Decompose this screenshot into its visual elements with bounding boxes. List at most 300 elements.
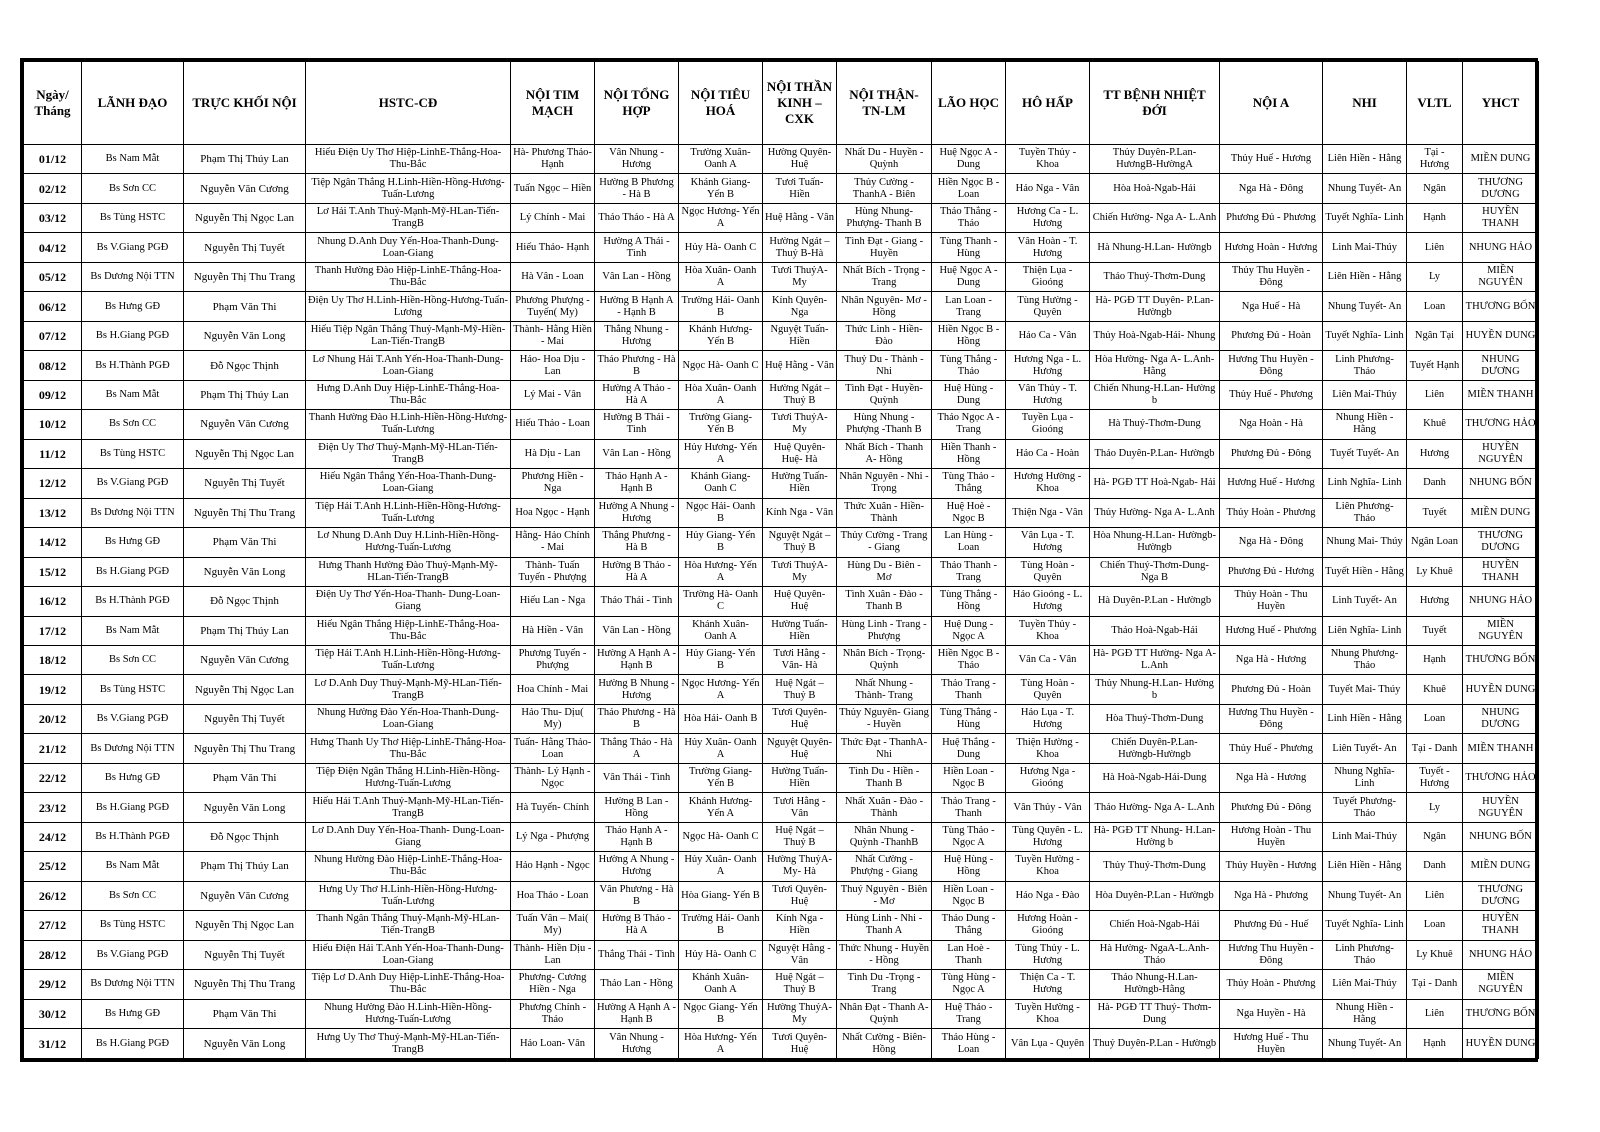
roster-cell: HUYỀN NGUYÊN: [1463, 439, 1539, 468]
roster-cell: Hùng Linh - Nhi - Thanh A: [837, 911, 932, 940]
roster-cell: Tuyết Mai- Thúy: [1323, 675, 1407, 704]
roster-cell: Liên Hiền - Hằng: [1323, 852, 1407, 881]
roster-cell: Hiếu Hải T.Anh Thuỷ-Mạnh-Mỹ-HLan-Tiến-TrangB: [306, 793, 511, 822]
roster-cell: Linh Mai-Thúy: [1323, 822, 1407, 851]
roster-cell: Phạm Thị Thúy Lan: [184, 852, 306, 881]
roster-cell: Tùng Hùng - Ngọc A: [932, 970, 1006, 999]
roster-cell: Hưng Thanh Uy Thơ Hiệp-LinhE-Thắng-Hoa-Thu-Bắc: [306, 734, 511, 763]
roster-cell: Thảo Hùng - Loan: [932, 1029, 1006, 1059]
roster-cell: Tùng Thanh - Hùng: [932, 233, 1006, 262]
roster-cell: Hương: [1407, 439, 1463, 468]
roster-cell: Nguyễn Văn Long: [184, 1029, 306, 1059]
roster-cell: Nguyễn Thị Thu Trang: [184, 498, 306, 527]
roster-cell: MIỀN THANH: [1463, 380, 1539, 409]
date-cell: 10/12: [24, 410, 82, 439]
roster-cell: Huệ Ngát – Thuỷ B: [763, 675, 837, 704]
roster-cell: Linh Tuyết- An: [1323, 587, 1407, 616]
roster-cell: Nhung Tuyết- An: [1323, 881, 1407, 910]
column-header: NỘI TỔNG HỢP: [595, 62, 679, 145]
roster-cell: Trường Xuân- Oanh A: [679, 145, 763, 174]
roster-cell: Nhân Nguyên - Nhi -Trọng: [837, 469, 932, 498]
roster-cell: MIỀN THANH: [1463, 734, 1539, 763]
date-cell: 16/12: [24, 587, 82, 616]
roster-cell: Hường A Nhung - Hương: [595, 498, 679, 527]
roster-cell: Nguyễn Văn Cương: [184, 174, 306, 203]
roster-cell: Hòa Xuân- Oanh A: [679, 380, 763, 409]
roster-cell: NHUNG HẢO: [1463, 940, 1539, 969]
roster-cell: Tình Xuân - Đào -Thanh B: [837, 587, 932, 616]
table-row: [24, 174, 1539, 203]
roster-cell: Hủy Hà- Oanh C: [679, 233, 763, 262]
roster-cell: Hương Hường - Khoa: [1006, 469, 1090, 498]
roster-cell: Hiếu Điện Hải T.Anh Yến-Hoa-Thanh-Dung-Loan-Giang: [306, 940, 511, 969]
roster-cell: Nga Hà - Đông: [1220, 528, 1323, 557]
roster-cell: Thảo Nhung-H.Lan- Hườngb-Hằng: [1090, 970, 1220, 999]
roster-cell: MIỀN DUNG: [1463, 145, 1539, 174]
roster-cell: Bs Hưng GĐ: [82, 292, 184, 321]
roster-cell: Kính Nga - Vân: [763, 498, 837, 527]
roster-cell: Vân Lụa - T. Hương: [1006, 528, 1090, 557]
roster-cell: Hảo- Hoa Dịu - Lan: [511, 351, 595, 380]
roster-cell: Vân Hoàn - T. Hương: [1006, 233, 1090, 262]
roster-cell: Nga Hà - Phương: [1220, 881, 1323, 910]
roster-cell: Bs H.Giang PGĐ: [82, 793, 184, 822]
column-header: NHI: [1323, 62, 1407, 145]
roster-cell: Điện Uy Thơ H.Linh-Hiền-Hồng-Hương-Tuấn-Lương: [306, 292, 511, 321]
roster-cell: Lan Hùng - Loan: [932, 528, 1006, 557]
roster-cell: Hường A Nhung - Hương: [595, 852, 679, 881]
roster-cell: Hương Thu Huyền - Đông: [1220, 940, 1323, 969]
table-row: [24, 881, 1539, 910]
roster-cell: Huệ Ngọc A - Dung: [932, 262, 1006, 291]
roster-cell: Trường Hà- Oanh C: [679, 587, 763, 616]
roster-cell: Đỗ Ngọc Thịnh: [184, 822, 306, 851]
roster-cell: Hà Tuyến- Chính: [511, 793, 595, 822]
roster-cell: Tuyết: [1407, 498, 1463, 527]
roster-cell: Lý Mai - Vân: [511, 380, 595, 409]
roster-cell: Thảo Thanh - Trang: [932, 557, 1006, 586]
roster-cell: Vân Lan - Hồng: [595, 439, 679, 468]
column-header: YHCT: [1463, 62, 1539, 145]
column-header: NỘI THẬN- TN-LM: [837, 62, 932, 145]
roster-cell: Thiện Lụa - Gioóng: [1006, 262, 1090, 291]
date-cell: 23/12: [24, 793, 82, 822]
roster-cell: Bs Nam Mẫt: [82, 145, 184, 174]
roster-cell: MIỀN NGUYÊN: [1463, 970, 1539, 999]
roster-cell: Phạm Thị Thúy Lan: [184, 616, 306, 645]
roster-cell: Huệ Quyên- Huệ- Hà: [763, 439, 837, 468]
roster-cell: Nguyệt Quyên- Huệ: [763, 734, 837, 763]
roster-cell: Tùng Thủy - L. Hương: [1006, 940, 1090, 969]
roster-cell: Hòa Giang- Yến B: [679, 881, 763, 910]
roster-cell: THƯƠNG HẢO: [1463, 410, 1539, 439]
roster-cell: Trường Hải- Oanh B: [679, 292, 763, 321]
roster-cell: Hường Ngát – Thuỷ B: [763, 380, 837, 409]
roster-cell: Nhất Du - Huyền - Quỳnh: [837, 145, 932, 174]
date-cell: 31/12: [24, 1029, 82, 1059]
roster-cell: Vân Lụa - Quyên: [1006, 1029, 1090, 1059]
roster-cell: MIỀN DUNG: [1463, 498, 1539, 527]
roster-cell: NHUNG BỐN: [1463, 822, 1539, 851]
roster-cell: Bs Nam Mẫt: [82, 852, 184, 881]
roster-cell: Tại - Danh: [1407, 734, 1463, 763]
roster-cell: Tuyết Nghĩa- Linh: [1323, 321, 1407, 350]
roster-cell: Phạm Thị Thúy Lan: [184, 380, 306, 409]
roster-cell: Hòa Hoà-Ngab-Hải: [1090, 174, 1220, 203]
date-cell: 24/12: [24, 822, 82, 851]
roster-cell: Nguyễn Văn Cương: [184, 881, 306, 910]
table-row: [24, 763, 1539, 792]
roster-cell: Hường B Lan - Hồng: [595, 793, 679, 822]
roster-cell: Thảo Thảo - Hà A: [595, 203, 679, 232]
roster-cell: Nhất Cường - Phượng - Giang: [837, 852, 932, 881]
roster-cell: Tùng Thắng - Hùng: [932, 704, 1006, 733]
roster-cell: HUYỀN DUNG: [1463, 1029, 1539, 1059]
roster-cell: Hòa Xuân- Oanh A: [679, 262, 763, 291]
roster-cell: Nguyễn Thị Ngọc Lan: [184, 675, 306, 704]
roster-cell: Thảo Hường- Nga A- L.Anh: [1090, 793, 1220, 822]
roster-cell: Nguyệt Ngát – Thuỷ B: [763, 528, 837, 557]
roster-cell: Thức Nhung - Huyền - Hồng: [837, 940, 932, 969]
roster-cell: Hảo Loan- Vân: [511, 1029, 595, 1059]
roster-cell: Đỗ Ngọc Thịnh: [184, 587, 306, 616]
roster-cell: Bs Tùng HSTC: [82, 911, 184, 940]
roster-cell: Hạnh: [1407, 203, 1463, 232]
roster-cell: Nguyễn Văn Long: [184, 793, 306, 822]
roster-cell: Liên Phương- Thảo: [1323, 498, 1407, 527]
roster-cell: Tuyền Lụa - Gioóng: [1006, 410, 1090, 439]
roster-cell: Tình Du -Trọng - Trang: [837, 970, 932, 999]
roster-cell: Vân Phương - Hà B: [595, 881, 679, 910]
column-header: VLTL: [1407, 62, 1463, 145]
roster-cell: Lan Hoè - Thanh: [932, 940, 1006, 969]
table-row: [24, 675, 1539, 704]
roster-cell: NHUNG HẢO: [1463, 587, 1539, 616]
roster-cell: NHUNG DƯƠNG: [1463, 351, 1539, 380]
column-header: HSTC-CĐ: [306, 62, 511, 145]
roster-cell: Tùng Thắng - Hồng: [932, 587, 1006, 616]
roster-cell: Hủy Giang- Yến B: [679, 528, 763, 557]
roster-cell: Tươi Tuấn- Hiền: [763, 174, 837, 203]
table-row: [24, 793, 1539, 822]
roster-cell: Ngân: [1407, 822, 1463, 851]
roster-cell: THƯƠNG BỐN: [1463, 645, 1539, 674]
roster-cell: Nhung Tuyết- An: [1323, 174, 1407, 203]
roster-cell: Nhung Nghĩa- Linh: [1323, 763, 1407, 792]
roster-cell: Hiền Thanh - Hồng: [932, 439, 1006, 468]
roster-cell: THƯƠNG BỐN: [1463, 292, 1539, 321]
roster-cell: Kính Quyên- Nga: [763, 292, 837, 321]
roster-cell: Liên: [1407, 881, 1463, 910]
roster-cell: Thảo Hạnh A - Hạnh B: [595, 822, 679, 851]
roster-cell: THƯƠNG DƯƠNG: [1463, 174, 1539, 203]
date-cell: 21/12: [24, 734, 82, 763]
roster-cell: Loan: [1407, 704, 1463, 733]
roster-cell: Khánh Hương- Yến B: [679, 321, 763, 350]
roster-cell: Hường A Hạnh A - Hạnh B: [595, 999, 679, 1028]
roster-cell: Thảo Lan - Hồng: [595, 970, 679, 999]
roster-cell: Hảo Hạnh - Ngọc: [511, 852, 595, 881]
roster-cell: Khánh Xuân- Oanh A: [679, 616, 763, 645]
roster-cell: Bs H.Giang PGĐ: [82, 1029, 184, 1059]
roster-cell: Ngọc Hải- Oanh B: [679, 498, 763, 527]
roster-cell: Thuỷ Du - Thành - Nhi: [837, 351, 932, 380]
roster-cell: Hà- PGĐ TT Thuý- Thơm-Dung: [1090, 999, 1220, 1028]
roster-cell: Thủy Hoàn - Thu Huyền: [1220, 587, 1323, 616]
roster-cell: Tùng Hoàn - Quyên: [1006, 557, 1090, 586]
roster-cell: Nhung Hường Đào H.Linh-Hiền-Hồng-Hương-Tuấn-Lương: [306, 999, 511, 1028]
roster-cell: Phương Đủ - Đông: [1220, 439, 1323, 468]
table-row: [24, 203, 1539, 232]
roster-cell: Bs Sơn CC: [82, 645, 184, 674]
roster-cell: Thủy Thu Huyền - Đông: [1220, 262, 1323, 291]
table-row: [24, 321, 1539, 350]
roster-cell: Vân Thủy - T. Hương: [1006, 380, 1090, 409]
date-cell: 14/12: [24, 528, 82, 557]
roster-cell: Nhung Hường Đào Hiệp-LinhE-Thắng-Hoa-Thu-Bắc: [306, 852, 511, 881]
roster-cell: Vân Lan - Hồng: [595, 616, 679, 645]
roster-cell: Hương Huế - Thu Huyền: [1220, 1029, 1323, 1059]
roster-cell: Nhân Đạt - Thanh A- Quỳnh: [837, 999, 932, 1028]
roster-cell: Nguyễn Văn Cương: [184, 645, 306, 674]
roster-cell: Hương Nga - L. Hương: [1006, 351, 1090, 380]
roster-cell: Tuyền Thủy - Khoa: [1006, 616, 1090, 645]
roster-cell: Thảo Duyên-P.Lan- Hườngb: [1090, 439, 1220, 468]
roster-cell: Hường Ngát – Thuỷ B-Hà: [763, 233, 837, 262]
roster-cell: Hằng- Hảo Chính - Mai: [511, 528, 595, 557]
roster-cell: Lý Chính - Mai: [511, 203, 595, 232]
roster-cell: Hường B Thảo - Hà A: [595, 911, 679, 940]
date-cell: 19/12: [24, 675, 82, 704]
roster-cell: Hảo Ca - Hoàn: [1006, 439, 1090, 468]
roster-cell: Liên Nghĩa- Linh: [1323, 616, 1407, 645]
date-cell: 11/12: [24, 439, 82, 468]
roster-cell: Hương Hoàn - Thu Huyền: [1220, 822, 1323, 851]
roster-cell: Hường B Nhung - Hương: [595, 675, 679, 704]
roster-cell: Phương Đủ - Đông: [1220, 793, 1323, 822]
column-header: HÔ HẤP: [1006, 62, 1090, 145]
roster-cell: Linh Mai-Thúy: [1323, 233, 1407, 262]
roster-cell: Phạm Thị Thúy Lan: [184, 145, 306, 174]
roster-cell: Hà- PGĐ TT Nhung- H.Lan-Hường b: [1090, 822, 1220, 851]
roster-cell: Hương Ca - L. Hương: [1006, 203, 1090, 232]
duty-roster-table: [23, 61, 1539, 1059]
table-row: [24, 469, 1539, 498]
duty-roster-sheet: [20, 58, 1538, 1062]
date-cell: 06/12: [24, 292, 82, 321]
roster-cell: Huệ Thắng - Dung: [932, 734, 1006, 763]
roster-cell: Hương Nga - Gioóng: [1006, 763, 1090, 792]
roster-cell: Bs Tùng HSTC: [82, 439, 184, 468]
roster-cell: Thảo Hoà-Ngab-Hải: [1090, 616, 1220, 645]
roster-cell: Nguyễn Thị Tuyết: [184, 233, 306, 262]
roster-cell: Thắng Thái - Tình: [595, 940, 679, 969]
table-row: [24, 645, 1539, 674]
roster-cell: Nhung Hiền - Hằng: [1323, 999, 1407, 1028]
roster-cell: Nhung Tuyết- An: [1323, 1029, 1407, 1059]
roster-cell: Nguyễn Thị Tuyết: [184, 704, 306, 733]
roster-cell: Tình Du - Hiền - Thanh B: [837, 763, 932, 792]
roster-cell: Bs V.Giang PGĐ: [82, 233, 184, 262]
date-cell: 22/12: [24, 763, 82, 792]
table-row: [24, 1029, 1539, 1059]
roster-cell: Nhân Nguyên- Mơ - Hồng: [837, 292, 932, 321]
roster-cell: Linh Hiền - Hằng: [1323, 704, 1407, 733]
roster-cell: Thủy Hoà-Ngab-Hải- Nhung: [1090, 321, 1220, 350]
date-cell: 20/12: [24, 704, 82, 733]
roster-cell: Nga Hà - Hương: [1220, 645, 1323, 674]
roster-cell: HUYỀN THANH: [1463, 203, 1539, 232]
date-cell: 26/12: [24, 881, 82, 910]
roster-cell: MIỀN NGUYÊN: [1463, 616, 1539, 645]
roster-cell: Nga Huyền - Hà: [1220, 999, 1323, 1028]
roster-cell: Hiền Ngọc B - Loan: [932, 174, 1006, 203]
roster-cell: Đỗ Ngọc Thịnh: [184, 351, 306, 380]
roster-cell: Ly: [1407, 793, 1463, 822]
roster-cell: Thủy Huyền - Hương: [1220, 852, 1323, 881]
roster-cell: Nguyễn Thị Thu Trang: [184, 970, 306, 999]
roster-cell: Tình Đạt - Huyền- Quỳnh: [837, 380, 932, 409]
table-row: [24, 999, 1539, 1028]
roster-cell: Tiệp Hải T.Anh H.Linh-Hiền-Hồng-Hương-Tuấn-Lương: [306, 645, 511, 674]
roster-cell: Thiện Nga - Vân: [1006, 498, 1090, 527]
roster-cell: Phương- Cương Hiền - Nga: [511, 970, 595, 999]
roster-cell: Hà Vân - Loan: [511, 262, 595, 291]
roster-cell: Tuyền Thủy - Khoa: [1006, 145, 1090, 174]
roster-cell: Thảo Trang - Thanh: [932, 793, 1006, 822]
roster-cell: Thảo Phương - Hà B: [595, 351, 679, 380]
table-row: [24, 351, 1539, 380]
roster-cell: Tiệp Điện Ngân Thắng H.Linh-Hiền-Hồng-Hương-Tuấn-Lương: [306, 763, 511, 792]
roster-cell: Nhung Mai- Thúy: [1323, 528, 1407, 557]
roster-cell: Danh: [1407, 852, 1463, 881]
roster-cell: Hòa Hường- Nga A- L.Anh-Hằng: [1090, 351, 1220, 380]
roster-cell: Thủy Nhung-H.Lan- Hường b: [1090, 675, 1220, 704]
roster-cell: Nguyễn Thị Thu Trang: [184, 734, 306, 763]
table-row: [24, 616, 1539, 645]
roster-cell: Tuấn- Hằng Thảo- Loan: [511, 734, 595, 763]
roster-cell: Thủy Huế - Phương: [1220, 380, 1323, 409]
roster-cell: Hiền Ngọc B - Thảo: [932, 645, 1006, 674]
roster-cell: Hường B Phương - Hà B: [595, 174, 679, 203]
roster-cell: Hương: [1407, 587, 1463, 616]
roster-cell: Tuyền Hường - Khoa: [1006, 852, 1090, 881]
roster-cell: Thảo Phương - Hà B: [595, 704, 679, 733]
roster-cell: Hùng Du - Biên - Mơ: [837, 557, 932, 586]
roster-cell: Hòa Hải- Oanh B: [679, 704, 763, 733]
roster-cell: Nhân Bích - Trọng- Quỳnh: [837, 645, 932, 674]
roster-cell: Bs Nam Mẫt: [82, 380, 184, 409]
roster-cell: Hòa Duyên-P.Lan - Hườngb: [1090, 881, 1220, 910]
roster-cell: Hòa Hương- Yến A: [679, 1029, 763, 1059]
roster-cell: MIỀN NGUYÊN: [1463, 262, 1539, 291]
roster-cell: Hường A Hạnh A - Hạnh B: [595, 645, 679, 674]
roster-cell: Tiệp Lơ D.Anh Duy Hiệp-LinhE-Thắng-Hoa-Thu-Bắc: [306, 970, 511, 999]
roster-cell: Hà Hiền - Vân: [511, 616, 595, 645]
roster-cell: Phương Đủ - Hoàn: [1220, 675, 1323, 704]
roster-cell: Phạm Văn Thi: [184, 292, 306, 321]
roster-cell: Nguyệt Tuấn- Hiền: [763, 321, 837, 350]
roster-cell: Thủy Nguyên- Giang - Huyền: [837, 704, 932, 733]
table-row: [24, 734, 1539, 763]
roster-cell: Nguyễn Thị Ngọc Lan: [184, 203, 306, 232]
date-cell: 01/12: [24, 145, 82, 174]
roster-cell: Liên Hiền - Hằng: [1323, 262, 1407, 291]
roster-cell: Nhung Phương- Thảo: [1323, 645, 1407, 674]
roster-cell: Bs Hưng GĐ: [82, 528, 184, 557]
roster-cell: Nhất Bích - Thanh A- Hồng: [837, 439, 932, 468]
roster-cell: Hường B Hạnh A - Hạnh B: [595, 292, 679, 321]
roster-cell: Hà Hường- NgaA-L.Anh- Thảo: [1090, 940, 1220, 969]
roster-cell: Thủy Duyên-P.Lan- HươngB-HườngA: [1090, 145, 1220, 174]
roster-cell: Tùng Thảo - Ngọc A: [932, 822, 1006, 851]
roster-cell: Thảo Thuý-Thơm-Dung: [1090, 262, 1220, 291]
roster-cell: Thuý Nguyên - Biên - Mơ: [837, 881, 932, 910]
roster-cell: Ngọc Hương- Yến A: [679, 203, 763, 232]
roster-cell: Hòa Thuý-Thơm-Dung: [1090, 704, 1220, 733]
roster-cell: Thủy Huế - Hương: [1220, 145, 1323, 174]
roster-cell: Thành- Hiền Dịu - Lan: [511, 940, 595, 969]
date-cell: 05/12: [24, 262, 82, 291]
roster-cell: Hà- PGĐ TT Duyên- P.Lan- Hườngb: [1090, 292, 1220, 321]
table-row: [24, 233, 1539, 262]
roster-cell: Nhất Bích - Trọng -Trang: [837, 262, 932, 291]
date-cell: 27/12: [24, 911, 82, 940]
roster-cell: Thanh Hường Đào H.Linh-Hiền-Hồng-Hương-Tuấn-Lương: [306, 410, 511, 439]
roster-cell: Huệ Hùng - Dung: [932, 380, 1006, 409]
roster-cell: Hòa Hương- Yến A: [679, 557, 763, 586]
date-cell: 13/12: [24, 498, 82, 527]
roster-cell: Hủy Xuân- Oanh A: [679, 734, 763, 763]
roster-cell: Phạm Văn Thi: [184, 999, 306, 1028]
roster-cell: Thức Linh - Hiền- Đào: [837, 321, 932, 350]
roster-cell: Nhân Nhung - Quỳnh -ThanhB: [837, 822, 932, 851]
header-row: [24, 62, 1539, 145]
roster-cell: Nhung Hiền - Hằng: [1323, 410, 1407, 439]
table-row: [24, 145, 1539, 174]
roster-cell: Phạm Văn Thi: [184, 528, 306, 557]
date-cell: 15/12: [24, 557, 82, 586]
roster-cell: Hà- PGĐ TT Hường- Nga A-L.Anh: [1090, 645, 1220, 674]
roster-cell: Hiếu Thảo - Loan: [511, 410, 595, 439]
roster-cell: Trường Hải- Oanh B: [679, 911, 763, 940]
roster-cell: Phương Tuyến - Phượng: [511, 645, 595, 674]
roster-cell: Hà Thuý-Thơm-Dung: [1090, 410, 1220, 439]
roster-cell: Hường A Thảo - Hà A: [595, 380, 679, 409]
roster-cell: Huệ Ngát – Thuỷ B: [763, 970, 837, 999]
roster-cell: Lơ D.Anh Duy Thuỷ-Mạnh-Mỹ-HLan-Tiến-TrangB: [306, 675, 511, 704]
roster-cell: Tuấn Ngọc – Hiền: [511, 174, 595, 203]
date-cell: 08/12: [24, 351, 82, 380]
table-row: [24, 528, 1539, 557]
roster-cell: Thanh Hường Đào Hiệp-LinhE-Thắng-Hoa-Thu-Bắc: [306, 262, 511, 291]
roster-cell: Nguyễn Văn Long: [184, 557, 306, 586]
column-header: NỘI THẦN KINH – CXK: [763, 62, 837, 145]
roster-cell: Tùng Thắng - Thảo: [932, 351, 1006, 380]
roster-cell: Hường A Thái - Tình: [595, 233, 679, 262]
roster-cell: Thủy Huế - Phương: [1220, 734, 1323, 763]
roster-cell: HUYỀN THANH: [1463, 911, 1539, 940]
date-cell: 17/12: [24, 616, 82, 645]
roster-cell: Hảo Nga - Đào: [1006, 881, 1090, 910]
roster-cell: MIỀN DUNG: [1463, 852, 1539, 881]
roster-cell: Thành- Tuấn Tuyến - Phượng: [511, 557, 595, 586]
table-row: [24, 852, 1539, 881]
roster-cell: Tuyết Phương- Thảo: [1323, 793, 1407, 822]
roster-cell: Tại - Danh: [1407, 970, 1463, 999]
table-row: [24, 557, 1539, 586]
roster-cell: Tươi Hằng - Vân: [763, 793, 837, 822]
